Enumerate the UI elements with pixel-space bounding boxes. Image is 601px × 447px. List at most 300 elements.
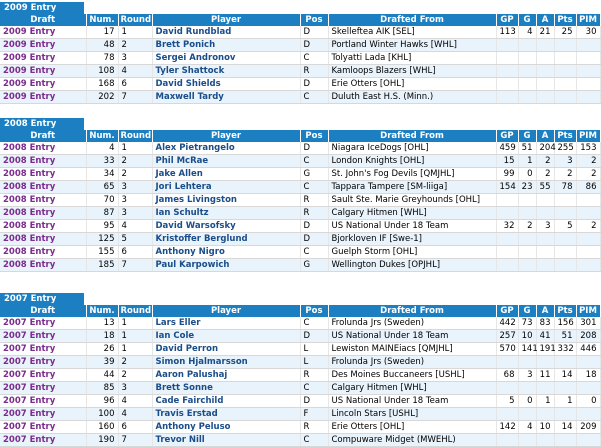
cell-pts: 3	[554, 155, 576, 168]
cell-round: 4	[118, 65, 152, 78]
cell-gp: 142	[496, 421, 518, 434]
cell-from: Lewiston MAINEiacs [QMJHL]	[328, 343, 496, 356]
cell-a	[536, 91, 554, 104]
cell-a: 2	[536, 168, 554, 181]
table-row	[0, 91, 600, 104]
column-header-round[interactable]: Round	[118, 130, 152, 142]
cell-player[interactable]: David Shields	[152, 78, 300, 91]
table-row	[0, 65, 600, 78]
table-row	[0, 356, 600, 369]
cell-gp: 459	[496, 142, 518, 155]
cell-round: 1	[118, 317, 152, 330]
cell-player[interactable]: Brett Sonne	[152, 382, 300, 395]
cell-round: 2	[118, 356, 152, 369]
column-header-pos[interactable]: Pos	[300, 305, 328, 317]
cell-player[interactable]: Jori Lehtera	[152, 181, 300, 194]
cell-draft[interactable]: 2007 Entry	[0, 330, 86, 343]
cell-round: 3	[118, 382, 152, 395]
cell-player[interactable]: Simon Hjalmarsson	[152, 356, 300, 369]
cell-pos: D	[300, 26, 328, 39]
cell-pim	[576, 52, 600, 65]
cell-gp: 570	[496, 343, 518, 356]
column-header-from[interactable]: Drafted From	[328, 14, 496, 26]
cell-gp: 257	[496, 330, 518, 343]
cell-pos: C	[300, 246, 328, 259]
cell-player[interactable]: Brett Ponich	[152, 39, 300, 52]
column-header-pim[interactable]: PIM	[576, 130, 600, 142]
table-row	[0, 142, 600, 155]
cell-from: US National Under 18 Team	[328, 395, 496, 408]
cell-draft[interactable]: 2009 Entry	[0, 52, 86, 65]
cell-player[interactable]: Maxwell Tardy	[152, 91, 300, 104]
cell-draft[interactable]: 2008 Entry	[0, 259, 86, 272]
column-header-player[interactable]: Player	[152, 14, 300, 26]
cell-num: 168	[86, 78, 118, 91]
cell-num: 108	[86, 65, 118, 78]
cell-draft[interactable]: 2007 Entry	[0, 369, 86, 382]
cell-draft[interactable]: 2008 Entry	[0, 142, 86, 155]
cell-pim	[576, 39, 600, 52]
cell-g	[518, 39, 536, 52]
draft-section-2007	[0, 293, 600, 447]
section-title-tab: 2008 Entry	[0, 118, 84, 130]
cell-num: 48	[86, 39, 118, 52]
cell-a	[536, 39, 554, 52]
cell-draft[interactable]: 2008 Entry	[0, 181, 86, 194]
table-row	[0, 194, 600, 207]
column-header-a[interactable]: A	[536, 130, 554, 142]
cell-pim	[576, 91, 600, 104]
cell-g	[518, 207, 536, 220]
cell-from: Niagara IceDogs [OHL]	[328, 142, 496, 155]
cell-g: 0	[518, 168, 536, 181]
table-row	[0, 246, 600, 259]
cell-round: 2	[118, 39, 152, 52]
cell-pos: G	[300, 259, 328, 272]
cell-gp: 32	[496, 220, 518, 233]
cell-player[interactable]: Anthony Nigro	[152, 246, 300, 259]
cell-draft[interactable]: 2009 Entry	[0, 39, 86, 52]
column-header-pos[interactable]: Pos	[300, 130, 328, 142]
cell-round: 2	[118, 168, 152, 181]
table-row	[0, 168, 600, 181]
cell-round: 1	[118, 330, 152, 343]
cell-from: Portland Winter Hawks [WHL]	[328, 39, 496, 52]
column-header-gp[interactable]: GP	[496, 130, 518, 142]
cell-a: 55	[536, 181, 554, 194]
cell-pts: 2	[554, 168, 576, 181]
cell-gp	[496, 408, 518, 421]
column-header-draft[interactable]: Draft	[0, 130, 86, 142]
table-header-row	[0, 14, 600, 26]
table-row	[0, 369, 600, 382]
cell-gp	[496, 91, 518, 104]
cell-g: 4	[518, 26, 536, 39]
cell-pos: C	[300, 382, 328, 395]
cell-g	[518, 259, 536, 272]
cell-num: 87	[86, 207, 118, 220]
cell-round: 2	[118, 369, 152, 382]
cell-a	[536, 259, 554, 272]
cell-pos: L	[300, 356, 328, 369]
cell-g: 51	[518, 142, 536, 155]
cell-pos: C	[300, 52, 328, 65]
table-row	[0, 52, 600, 65]
cell-from: Sault Ste. Marie Greyhounds [OHL]	[328, 194, 496, 207]
cell-draft[interactable]: 2007 Entry	[0, 382, 86, 395]
cell-pos: R	[300, 421, 328, 434]
cell-player[interactable]: David Rundblad	[152, 26, 300, 39]
cell-gp	[496, 39, 518, 52]
cell-round: 1	[118, 343, 152, 356]
cell-draft[interactable]: 2008 Entry	[0, 220, 86, 233]
cell-round: 6	[118, 421, 152, 434]
table-row	[0, 317, 600, 330]
table-row	[0, 330, 600, 343]
cell-a	[536, 246, 554, 259]
cell-a: 2	[536, 155, 554, 168]
cell-a: 204	[536, 142, 554, 155]
cell-from: Lincoln Stars [USHL]	[328, 408, 496, 421]
cell-round: 4	[118, 220, 152, 233]
column-header-num[interactable]: Num.	[86, 305, 118, 317]
table-row	[0, 181, 600, 194]
cell-pts	[554, 259, 576, 272]
cell-gp	[496, 382, 518, 395]
cell-pos: C	[300, 317, 328, 330]
cell-pts: 156	[554, 317, 576, 330]
column-header-round[interactable]: Round	[118, 305, 152, 317]
cell-a: 21	[536, 26, 554, 39]
cell-pos: D	[300, 39, 328, 52]
cell-pos: C	[300, 181, 328, 194]
cell-player[interactable]: Travis Erstad	[152, 408, 300, 421]
cell-pos: R	[300, 207, 328, 220]
cell-pts	[554, 194, 576, 207]
cell-g	[518, 408, 536, 421]
table-row	[0, 343, 600, 356]
cell-player[interactable]: David Perron	[152, 343, 300, 356]
cell-round: 1	[118, 26, 152, 39]
cell-player[interactable]: Phil McRae	[152, 155, 300, 168]
column-header-from[interactable]: Drafted From	[328, 130, 496, 142]
cell-from: Compuware Midget (MWEHL)	[328, 434, 496, 447]
cell-player[interactable]: Sergei Andronov	[152, 52, 300, 65]
cell-pts	[554, 408, 576, 421]
cell-a: 10	[536, 421, 554, 434]
draft-table	[0, 130, 601, 272]
cell-pim	[576, 78, 600, 91]
column-header-pts[interactable]: Pts	[554, 130, 576, 142]
cell-pim	[576, 233, 600, 246]
cell-num: 125	[86, 233, 118, 246]
table-header-row	[0, 305, 600, 317]
cell-pim	[576, 408, 600, 421]
cell-player[interactable]: Lars Eller	[152, 317, 300, 330]
cell-g	[518, 434, 536, 447]
cell-pim: 0	[576, 395, 600, 408]
cell-pos: C	[300, 91, 328, 104]
cell-g	[518, 382, 536, 395]
column-header-g[interactable]: G	[518, 14, 536, 26]
table-row	[0, 155, 600, 168]
cell-draft[interactable]: 2008 Entry	[0, 246, 86, 259]
cell-num: 65	[86, 181, 118, 194]
cell-pts: 1	[554, 395, 576, 408]
cell-gp	[496, 434, 518, 447]
cell-pim	[576, 259, 600, 272]
cell-pos: G	[300, 168, 328, 181]
cell-round: 6	[118, 78, 152, 91]
cell-a: 1	[536, 395, 554, 408]
cell-pts	[554, 207, 576, 220]
cell-round: 3	[118, 52, 152, 65]
cell-num: 70	[86, 194, 118, 207]
cell-a	[536, 194, 554, 207]
cell-pim	[576, 207, 600, 220]
cell-from: St. John's Fog Devils [QMJHL]	[328, 168, 496, 181]
cell-num: 85	[86, 382, 118, 395]
column-header-round[interactable]: Round	[118, 14, 152, 26]
column-header-player[interactable]: Player	[152, 130, 300, 142]
cell-round: 4	[118, 395, 152, 408]
cell-round: 3	[118, 194, 152, 207]
column-header-gp[interactable]: GP	[496, 14, 518, 26]
table-row	[0, 259, 600, 272]
cell-draft[interactable]: 2009 Entry	[0, 91, 86, 104]
cell-a	[536, 382, 554, 395]
cell-pos: D	[300, 78, 328, 91]
cell-from: London Knights [OHL]	[328, 155, 496, 168]
cell-player[interactable]: David Warsofsky	[152, 220, 300, 233]
cell-round: 7	[118, 259, 152, 272]
cell-pts	[554, 39, 576, 52]
cell-draft[interactable]: 2009 Entry	[0, 26, 86, 39]
cell-pts	[554, 382, 576, 395]
table-row	[0, 233, 600, 246]
cell-player[interactable]: Anthony Peluso	[152, 421, 300, 434]
cell-a	[536, 434, 554, 447]
cell-pts: 78	[554, 181, 576, 194]
cell-pim: 18	[576, 369, 600, 382]
cell-draft[interactable]: 2007 Entry	[0, 343, 86, 356]
cell-g: 0	[518, 395, 536, 408]
cell-pos: R	[300, 194, 328, 207]
cell-g: 2	[518, 220, 536, 233]
cell-player[interactable]: Cade Fairchild	[152, 395, 300, 408]
cell-pos: D	[300, 142, 328, 155]
cell-gp	[496, 233, 518, 246]
cell-draft[interactable]: 2008 Entry	[0, 194, 86, 207]
cell-pts	[554, 52, 576, 65]
cell-player[interactable]: Paul Karpowich	[152, 259, 300, 272]
column-header-pts[interactable]: Pts	[554, 305, 576, 317]
draft-section-2009	[0, 2, 600, 104]
cell-a	[536, 356, 554, 369]
cell-pts	[554, 246, 576, 259]
cell-draft[interactable]: 2007 Entry	[0, 408, 86, 421]
cell-round: 4	[118, 408, 152, 421]
cell-from: Bjorkloven IF [Swe-1]	[328, 233, 496, 246]
cell-from: Tappara Tampere [SM-liiga]	[328, 181, 496, 194]
cell-a: 191	[536, 343, 554, 356]
table-header-row	[0, 130, 600, 142]
column-header-pos[interactable]: Pos	[300, 14, 328, 26]
cell-pim: 2	[576, 168, 600, 181]
cell-num: 13	[86, 317, 118, 330]
cell-from: Erie Otters [OHL]	[328, 78, 496, 91]
cell-pim: 446	[576, 343, 600, 356]
cell-gp: 113	[496, 26, 518, 39]
cell-pts	[554, 434, 576, 447]
cell-from: Frolunda Jrs (Sweden)	[328, 317, 496, 330]
cell-draft[interactable]: 2009 Entry	[0, 78, 86, 91]
column-header-draft[interactable]: Draft	[0, 14, 86, 26]
cell-pts: 51	[554, 330, 576, 343]
cell-draft[interactable]: 2007 Entry	[0, 356, 86, 369]
cell-from: Calgary Hitmen [WHL]	[328, 382, 496, 395]
cell-g: 73	[518, 317, 536, 330]
column-header-num[interactable]: Num.	[86, 130, 118, 142]
cell-num: 4	[86, 142, 118, 155]
cell-num: 96	[86, 395, 118, 408]
section-title-tab: 2007 Entry	[0, 293, 84, 305]
table-row	[0, 39, 600, 52]
cell-player[interactable]: Aaron Palushaj	[152, 369, 300, 382]
cell-from: Duluth East H.S. (Minn.)	[328, 91, 496, 104]
cell-draft[interactable]: 2007 Entry	[0, 395, 86, 408]
cell-g	[518, 65, 536, 78]
cell-player[interactable]: Tyler Shattock	[152, 65, 300, 78]
cell-pts: 255	[554, 142, 576, 155]
cell-num: 26	[86, 343, 118, 356]
cell-pim	[576, 194, 600, 207]
cell-round: 6	[118, 246, 152, 259]
cell-pim: 301	[576, 317, 600, 330]
cell-pim: 30	[576, 26, 600, 39]
cell-pos: R	[300, 65, 328, 78]
cell-pim	[576, 356, 600, 369]
cell-pos: C	[300, 434, 328, 447]
cell-round: 1	[118, 142, 152, 155]
draft-table	[0, 305, 601, 447]
cell-player[interactable]: Jake Allen	[152, 168, 300, 181]
cell-pim: 208	[576, 330, 600, 343]
draft-table	[0, 14, 601, 104]
cell-gp: 15	[496, 155, 518, 168]
column-header-pim[interactable]: PIM	[576, 14, 600, 26]
cell-pos: R	[300, 369, 328, 382]
cell-num: 78	[86, 52, 118, 65]
section-title-tab: 2009 Entry	[0, 2, 84, 14]
cell-g	[518, 52, 536, 65]
table-row	[0, 220, 600, 233]
cell-pts	[554, 65, 576, 78]
cell-num: 155	[86, 246, 118, 259]
cell-player[interactable]: Trevor Nill	[152, 434, 300, 447]
draft-section-2008	[0, 118, 600, 272]
cell-num: 39	[86, 356, 118, 369]
column-header-gp[interactable]: GP	[496, 305, 518, 317]
table-row	[0, 78, 600, 91]
cell-num: 185	[86, 259, 118, 272]
cell-a	[536, 207, 554, 220]
cell-player[interactable]: Alex Pietrangelo	[152, 142, 300, 155]
cell-num: 95	[86, 220, 118, 233]
cell-round: 2	[118, 155, 152, 168]
cell-pim: 209	[576, 421, 600, 434]
column-header-pim[interactable]: PIM	[576, 305, 600, 317]
cell-g: 10	[518, 330, 536, 343]
cell-num: 44	[86, 369, 118, 382]
cell-from: Guelph Storm [OHL]	[328, 246, 496, 259]
column-header-g[interactable]: G	[518, 305, 536, 317]
cell-draft[interactable]: 2008 Entry	[0, 207, 86, 220]
cell-player[interactable]: Ian Cole	[152, 330, 300, 343]
cell-pts	[554, 91, 576, 104]
column-header-player[interactable]: Player	[152, 305, 300, 317]
cell-round: 3	[118, 207, 152, 220]
cell-pim: 86	[576, 181, 600, 194]
cell-g: 23	[518, 181, 536, 194]
cell-num: 190	[86, 434, 118, 447]
cell-player[interactable]: James Livingston	[152, 194, 300, 207]
cell-pos: C	[300, 155, 328, 168]
cell-from: US National Under 18 Team	[328, 220, 496, 233]
table-row	[0, 408, 600, 421]
cell-draft[interactable]: 2008 Entry	[0, 168, 86, 181]
cell-gp	[496, 52, 518, 65]
column-header-pts[interactable]: Pts	[554, 14, 576, 26]
cell-player[interactable]: Ian Schultz	[152, 207, 300, 220]
cell-from: Des Moines Buccaneers [USHL]	[328, 369, 496, 382]
table-row	[0, 421, 600, 434]
cell-draft[interactable]: 2009 Entry	[0, 65, 86, 78]
cell-pts	[554, 233, 576, 246]
cell-gp	[496, 65, 518, 78]
cell-a	[536, 65, 554, 78]
cell-pts: 14	[554, 421, 576, 434]
cell-pim	[576, 382, 600, 395]
cell-gp	[496, 207, 518, 220]
cell-gp: 68	[496, 369, 518, 382]
cell-pos: D	[300, 233, 328, 246]
column-header-draft[interactable]: Draft	[0, 305, 86, 317]
cell-pts: 25	[554, 26, 576, 39]
column-header-a[interactable]: A	[536, 14, 554, 26]
cell-pim: 2	[576, 155, 600, 168]
cell-gp: 442	[496, 317, 518, 330]
table-row	[0, 434, 600, 447]
cell-from: Skelleftea AIK [SEL]	[328, 26, 496, 39]
column-header-num[interactable]: Num.	[86, 14, 118, 26]
cell-draft[interactable]: 2008 Entry	[0, 233, 86, 246]
cell-pts: 332	[554, 343, 576, 356]
cell-a	[536, 78, 554, 91]
cell-pim	[576, 434, 600, 447]
cell-draft[interactable]: 2008 Entry	[0, 155, 86, 168]
cell-player[interactable]: Kristoffer Berglund	[152, 233, 300, 246]
cell-draft[interactable]: 2007 Entry	[0, 434, 86, 447]
cell-pos: F	[300, 408, 328, 421]
column-header-g[interactable]: G	[518, 130, 536, 142]
cell-from: Erie Otters [OHL]	[328, 421, 496, 434]
table-row	[0, 26, 600, 39]
cell-draft[interactable]: 2007 Entry	[0, 317, 86, 330]
column-header-from[interactable]: Drafted From	[328, 305, 496, 317]
column-header-a[interactable]: A	[536, 305, 554, 317]
cell-draft[interactable]: 2007 Entry	[0, 421, 86, 434]
